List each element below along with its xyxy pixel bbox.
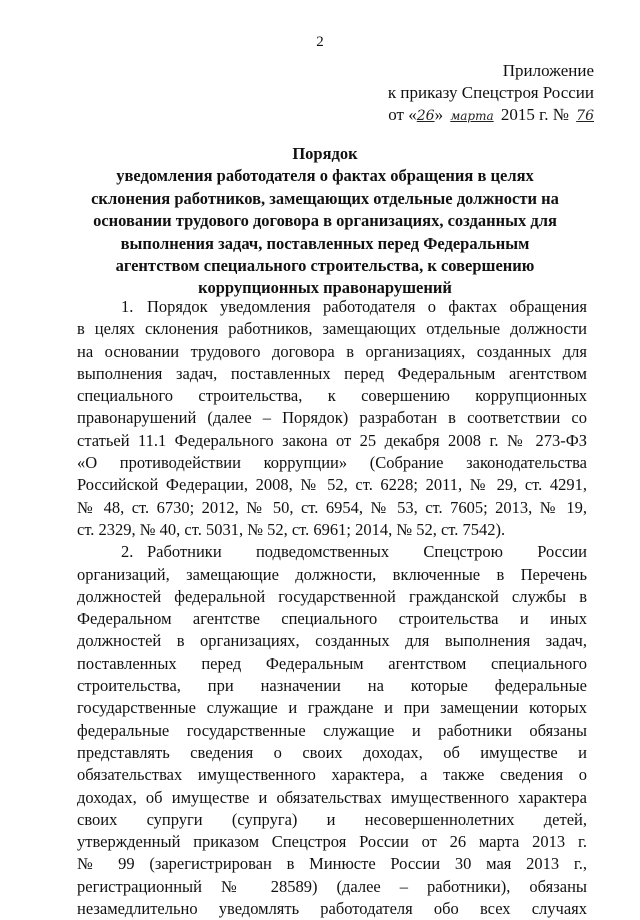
date-mid: » [434,105,448,124]
paragraph-line: № 48, ст. 6730; 2012, № 50, ст. 6954, № 53, ст. 7605; 2013, № 19, [77,497,587,517]
paragraph-line: специального строительства, к совершению коррупционных [77,386,587,406]
paragraph-text: Порядок уведомления работодателя о фактах обращения [147,297,587,316]
paragraph-line: представлять сведения о своих доходах, об имуществе и [77,742,587,762]
appendix-header [388,60,594,127]
paragraph-line: государственные служащие и граждане и при замещении которых [77,698,587,718]
paragraph-line: регистрационный № 28589) (далее – работники), обязаны [77,876,587,896]
title-line: основании трудового договора в организациях, созданных для [93,211,557,231]
paragraph-line: строительства, при назначении на которые федеральные [77,676,587,696]
title-line: коррупционных правонарушений [198,278,452,298]
paragraph-line: статьей 11.1 Федерального закона от 25 декабря 2008 г. № 273-ФЗ [77,430,587,450]
handwritten-order-number: 76 [576,108,594,124]
paragraph-line: федеральные государственные служащие и работники обязаны [77,720,587,740]
paragraph-line: «О противодействии коррупции» (Собрание законодательства [77,453,587,473]
paragraph-line: правонарушений (далее – Порядок) разработан в соответствии со [77,408,587,428]
paragraph-line: на основании трудового договора в организациях, созданных для [77,341,587,361]
paragraph-line: выполнения задач, поставленных перед Федеральным агентством [77,363,587,383]
paragraph-line: № 99 (зарегистрирован в Минюсте России 30 мая 2013 г., [77,854,587,874]
paragraph-line: своих супруги (супруга) и несовершеннолетних детей, [77,809,587,829]
paragraph-number: 2. [121,542,134,562]
page-number: 2 [316,34,324,50]
paragraph-line: в целях склонения работников, замещающих отдельные должности [77,319,587,339]
paragraph-line: доходах, об имуществе и обязательствах имущественного характера [77,787,587,807]
paragraph-line: ст. 2329, № 40, ст. 5031, № 52, ст. 6961; 2014, № 52, ст. 7542). [77,519,506,539]
handwritten-month: марта [450,109,494,123]
paragraph-line: Федеральном агентстве специального строительства и иных [77,609,587,629]
date-prefix: от « [388,105,417,124]
paragraph-2 [77,541,587,920]
document-title [80,143,570,300]
title-line: уведомления работодателя о фактах обращения в целях [116,166,534,186]
date-year-text: 2015 г. № [496,105,574,124]
title-line: агентством специального строительства, к совершению [115,256,535,276]
paragraph-line: должностей федеральной государственной гражданской службы в [77,586,587,606]
appendix-date-line [388,104,594,127]
title-line: склонения работников, замещающих отдельные должности на [91,188,559,208]
paragraph-line [77,541,587,563]
appendix-label: Приложение [502,61,594,80]
paragraph-line: организаций, замещающие должности, включенные в Перечень [77,564,587,584]
handwritten-day: 26 [416,108,435,124]
document-body [77,296,587,920]
title-line: Порядок [292,144,358,163]
paragraph-text: Работники подведомственных Спецстрою России [147,542,587,562]
paragraph-line: незамедлительно уведомлять работодателя обо всех случаях [77,899,587,919]
paragraph-number: 1. [121,297,134,316]
paragraph-line [77,296,587,318]
paragraph-line: утвержденный приказом Спецстроя России от 26 марта 2013 г. [77,832,587,852]
paragraph-line: должностей в организациях, созданных для выполнения задач, [77,631,587,651]
title-line: выполнения задач, поставленных перед Федеральным [120,233,530,253]
paragraph-line: обязательствах имущественного характера, а также сведения о [77,765,587,785]
paragraph-line: Российской Федерации, 2008, № 52, ст. 6228; 2011, № 29, ст. 4291, [77,475,587,495]
paragraph-line: поставленных перед Федеральным агентством специального [77,653,587,673]
paragraph-1 [77,296,587,541]
appendix-order-reference: к приказу Спецстроя России [387,83,594,102]
